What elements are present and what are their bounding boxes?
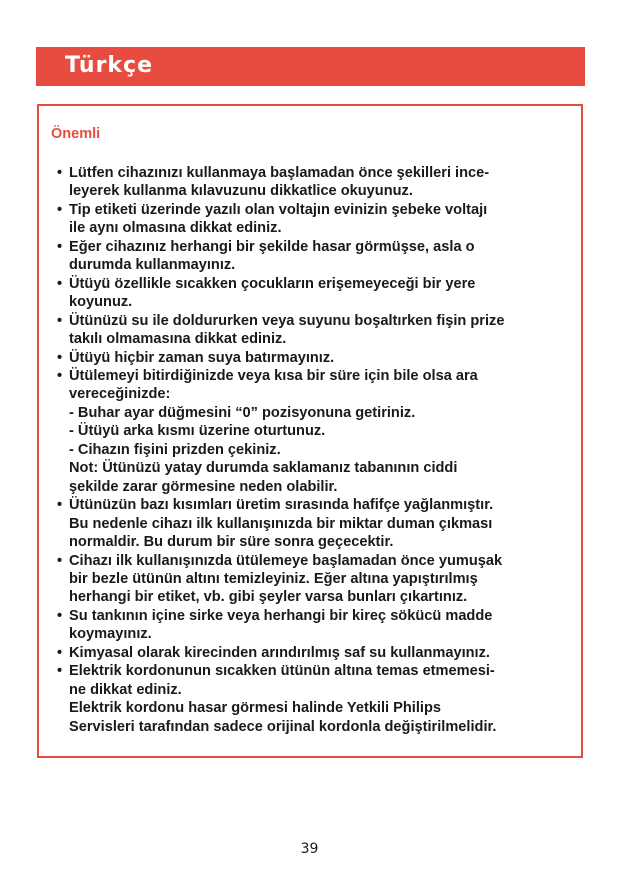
important-notice-box — [37, 104, 583, 758]
notice-item — [57, 367, 573, 496]
notice-item-line: Elektrik kordonunun sıcakken ütünün altına temas etmemesi- — [69, 663, 495, 680]
notice-item-line: bir bezle ütünün altını temizleyiniz. Eğer altına yapıştırılmış — [69, 570, 478, 587]
notice-item-line: takılı olmamasına dikkat ediniz. — [69, 331, 287, 348]
notice-item-line: normaldir. Bu durum bir süre sonra geçecektir. — [69, 534, 394, 551]
notice-item-line: ne dikkat ediniz. — [69, 681, 182, 698]
notice-item-line: Eğer cihazınız herhangi bir şekilde hasar görmüşse, asla o — [69, 238, 475, 255]
notice-item-line: herhangi bir etiket, vb. gibi şeyler varsa bunları çıkartınız. — [69, 589, 468, 606]
bullet-icon: • — [57, 552, 63, 569]
bullet-icon: • — [57, 275, 63, 292]
notice-item — [57, 238, 573, 275]
notice-item — [57, 644, 573, 662]
notice-item — [57, 201, 573, 238]
notice-item-line: koyunuz. — [69, 294, 133, 311]
notice-item — [57, 662, 573, 736]
notice-item-line: ile aynı olmasına dikkat ediniz. — [69, 220, 282, 237]
notice-item-line: Ütünüzün bazı kısımları üretim sırasında hafifçe yağlanmıştır. — [69, 497, 494, 514]
page-number: 39 — [300, 841, 319, 857]
bullet-icon: • — [57, 201, 63, 218]
notice-item-line: leyerek kullanma kılavuzunu dikkatlice okuyunuz. — [69, 183, 413, 200]
bullet-icon: • — [57, 497, 63, 514]
notice-item-line: Su tankının içine sirke veya herhangi bir kireç sökücü madde — [69, 607, 493, 624]
notice-item-line: Ütülemeyi bitirdiğinizde veya kısa bir süre için bile olsa ara — [69, 367, 478, 384]
notice-item — [57, 275, 573, 312]
language-title: Türkçe — [65, 53, 154, 78]
notice-item — [57, 496, 573, 551]
notice-item-line: Ütüyü hiçbir zaman suya batırmayınız. — [69, 349, 335, 366]
bullet-icon: • — [57, 312, 63, 329]
notice-item-line: koymayınız. — [69, 626, 152, 643]
notice-item-line: - Ütüyü arka kısmı üzerine oturtunuz. — [69, 423, 326, 440]
notice-item-line: Elektrik kordonu hasar görmesi halinde Yetkili Philips — [69, 700, 441, 717]
notice-item-line: durumda kullanmayınız. — [69, 257, 236, 274]
notice-item-line: - Cihazın fişini prizden çekiniz. — [69, 441, 281, 458]
notice-item-line: Lütfen cihazınızı kullanmaya başlamadan önce şekilleri ince- — [69, 165, 490, 181]
notice-item-line: Not: Ütünüzü yatay durumda saklamanız tabanının ciddi — [69, 460, 458, 477]
notice-item — [57, 312, 573, 349]
notice-item-line: Cihazı ilk kullanışınızda ütülemeye başlamadan önce yumuşak — [69, 552, 503, 569]
notice-item — [57, 552, 573, 607]
notice-item-line: Ütünüzü su ile doldururken veya suyunu boşaltırken fişin prize — [69, 312, 505, 329]
notice-item-line: Tip etiketi üzerinde yazılı olan voltajın evinizin şebeke voltajı — [69, 201, 488, 218]
notice-item-line: Ütüyü özellikle sıcakken çocukların erişemeyeceği bir yere — [69, 275, 476, 292]
notice-item-line: Bu nedenle cihazı ilk kullanışınızda bir miktar duman çıkması — [69, 515, 493, 532]
notice-list — [57, 164, 573, 736]
notice-item-line: şekilde zarar görmesine neden olabilir. — [69, 478, 338, 495]
notice-item-line: vereceğinizde: — [69, 386, 171, 403]
bullet-icon: • — [57, 663, 63, 680]
bullet-icon: • — [57, 165, 63, 181]
bullet-icon: • — [57, 367, 63, 384]
language-banner — [36, 47, 585, 86]
bullet-icon: • — [57, 644, 63, 661]
notice-item-line: Servisleri tarafından sadece orijinal kordonla değiştirilmelidir. — [69, 718, 497, 735]
notice-item — [57, 164, 573, 201]
bullet-icon: • — [57, 607, 63, 624]
bullet-icon: • — [57, 238, 63, 255]
notice-item — [57, 607, 573, 644]
notice-item-line: Kimyasal olarak kirecinden arındırılmış saf su kullanmayınız. — [69, 644, 490, 661]
bullet-icon: • — [57, 349, 63, 366]
notice-item — [57, 349, 573, 367]
notice-item-line: - Buhar ayar düğmesini “0” pozisyonuna getiriniz. — [69, 404, 416, 421]
notice-heading: Önemli — [51, 126, 101, 142]
